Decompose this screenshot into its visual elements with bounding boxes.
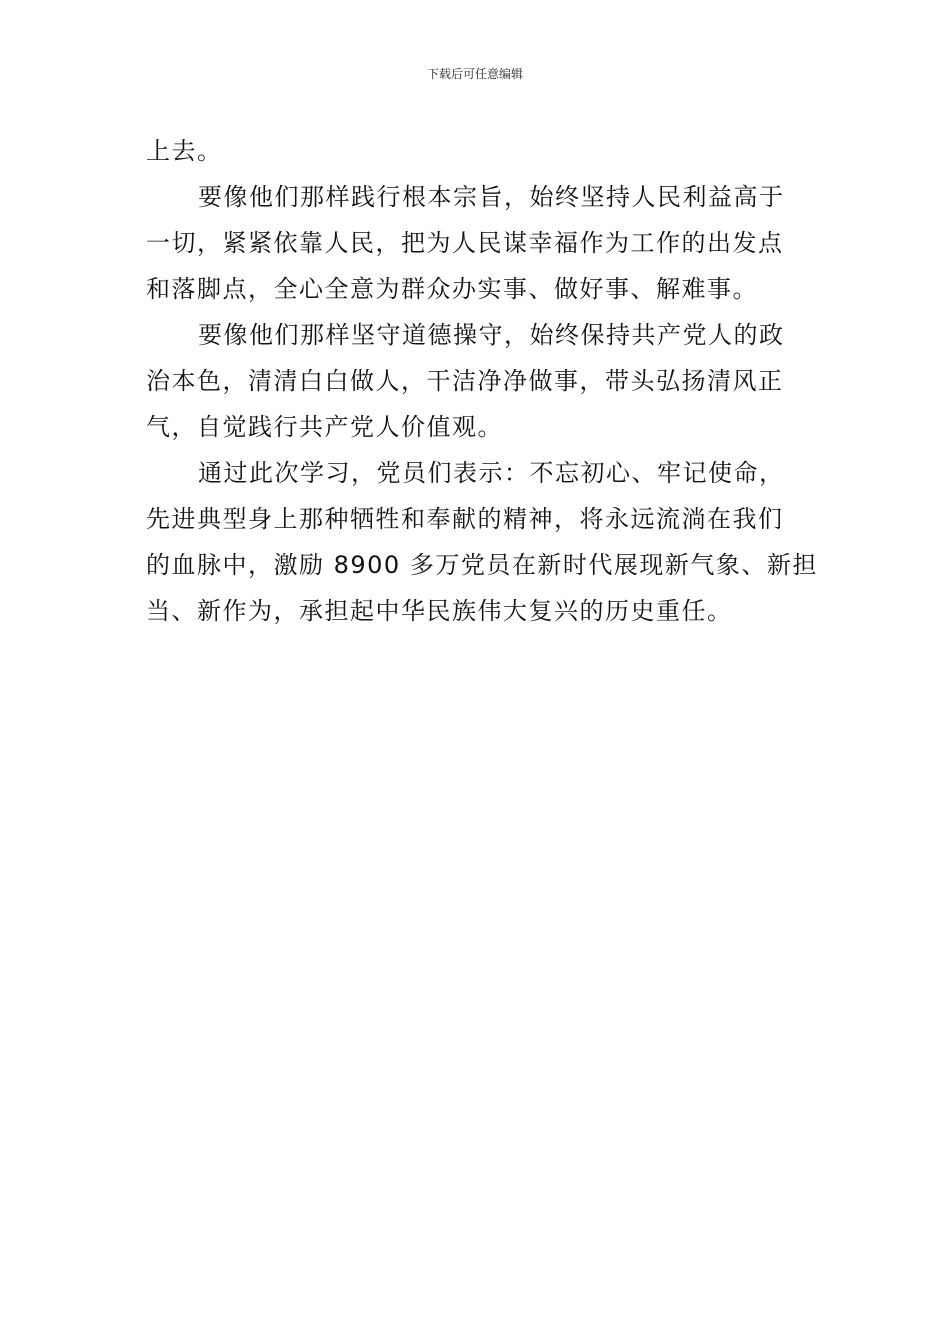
- page-header: 下载后可任意编辑: [426, 67, 523, 81]
- paragraph-line: 一切，紧紧依靠人民，把为人民谋幸福作为工作的出发点: [146, 229, 784, 257]
- paragraph-line: 治本色，清清白白做人，干洁净净做事，带头弘扬清风正: [146, 367, 784, 395]
- paragraph-line: 气，自觉践行共产党人价值观。: [146, 413, 503, 441]
- paragraph-line: 当、新作为，承担起中华民族伟大复兴的历史重任。: [146, 597, 733, 625]
- paragraph-line: 的血脉中，激励 8900 多万党员在新时代展现新气象、新担: [146, 551, 818, 579]
- paragraph-line: 和落脚点，全心全意为群众办实事、做好事、解难事。: [146, 275, 758, 303]
- paragraph-line: 先进典型身上那种牺牲和奉献的精神，将永远流淌在我们: [146, 505, 784, 533]
- paragraph-line: 要像他们那样践行根本宗旨，始终坚持人民利益高于: [198, 183, 785, 211]
- paragraph-line: 通过此次学习，党员们表示：不忘初心、牢记使命，: [198, 459, 785, 487]
- document-body: [146, 128, 818, 634]
- paragraph-line: 要像他们那样坚守道德操守，始终保持共产党人的政: [198, 321, 785, 349]
- paragraph-line: 上去。: [146, 137, 223, 165]
